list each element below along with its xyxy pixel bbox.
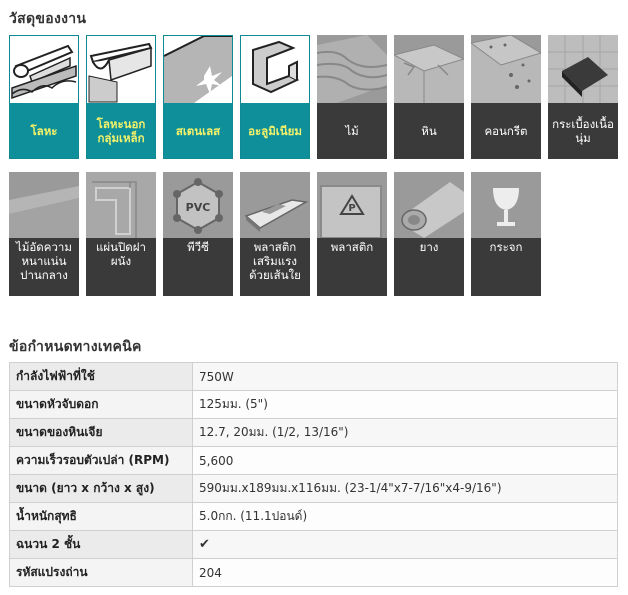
material-tile-glass[interactable]: [471, 172, 541, 296]
table-row: [10, 475, 618, 503]
table-row: [10, 419, 618, 447]
table-row: [10, 559, 618, 587]
material-tile-metal[interactable]: [9, 35, 79, 159]
material-label: ไม้: [317, 103, 387, 159]
spec-value: 590มม.x189มม.x116มม. (23-1/4"x7-7/16"x4-9/16"): [193, 475, 618, 503]
glass-icon: [471, 172, 541, 238]
soft-tile-icon: [548, 35, 618, 103]
plastic-recycle-icon: [317, 172, 387, 238]
material-tile-concrete[interactable]: [471, 35, 541, 159]
material-tile-pvc[interactable]: [163, 172, 233, 296]
material-tile-wall-panel[interactable]: [86, 172, 156, 296]
stainless-steel-icon: [164, 36, 232, 103]
material-label: กระจก: [471, 238, 541, 296]
material-label: อะลูมิเนียม: [241, 103, 309, 159]
material-label: สเตนเลส: [164, 103, 232, 159]
spec-value: 750W: [193, 363, 618, 391]
spec-label: ความเร็วรอบตัวเปล่า (RPM): [10, 447, 193, 475]
spec-value: 5.0กก. (11.1ปอนด์): [193, 503, 618, 531]
stone-icon: [394, 35, 464, 103]
table-row: [10, 531, 618, 559]
material-label: พลาสติก: [317, 238, 387, 296]
material-label: โลหะนอกกลุ่มเหล็ก: [87, 103, 155, 159]
svg-text:P: P: [348, 203, 356, 214]
spec-value: 125มม. (5"): [193, 391, 618, 419]
material-tile-stone[interactable]: [394, 35, 464, 159]
svg-text:PVC: PVC: [185, 201, 211, 214]
metal-pipe-icon: [10, 36, 78, 103]
material-tile-plastic[interactable]: [317, 172, 387, 296]
table-row: [10, 503, 618, 531]
mdf-board-icon: [9, 172, 79, 238]
wood-icon: [317, 35, 387, 103]
material-tile-aluminium[interactable]: [240, 35, 310, 159]
material-label: พีวีซี: [163, 238, 233, 296]
material-label: ยาง: [394, 238, 464, 296]
spec-value: 5,600: [193, 447, 618, 475]
material-tile-mdf[interactable]: [9, 172, 79, 296]
material-tile-wood[interactable]: [317, 35, 387, 159]
rubber-roll-icon: [394, 172, 464, 238]
material-label: หิน: [394, 103, 464, 159]
material-label: กระเบื้องเนื้อนุ่ม: [548, 103, 618, 159]
table-row: [10, 363, 618, 391]
material-label: พลาสติกเสริมแรงด้วยเส้นใย: [240, 238, 310, 296]
material-label: คอนกรีต: [471, 103, 541, 159]
frp-boat-icon: [240, 172, 310, 238]
pvc-icon: [163, 172, 233, 238]
spec-label: น้ำหนักสุทธิ: [10, 503, 193, 531]
spec-label: ฉนวน 2 ชั้น: [10, 531, 193, 559]
spec-label: ขนาดของหินเจีย: [10, 419, 193, 447]
material-label: ไม้อัดความหนาแน่นปานกลาง: [9, 238, 79, 296]
material-label: แผ่นปิดฝาผนัง: [86, 238, 156, 296]
material-tile-rubber[interactable]: [394, 172, 464, 296]
spec-label: กำลังไฟฟ้าที่ใช้: [10, 363, 193, 391]
specs-table: [9, 362, 618, 587]
material-tile-frp[interactable]: [240, 172, 310, 296]
table-row: [10, 391, 618, 419]
table-row: [10, 447, 618, 475]
spec-label: รหัสแปรงถ่าน: [10, 559, 193, 587]
check-icon: ✔: [193, 531, 618, 559]
specs-heading: ข้อกำหนดทางเทคนิค: [9, 339, 142, 355]
materials-heading: วัสดุของงาน: [9, 11, 87, 27]
concrete-icon: [471, 35, 541, 103]
material-label: โลหะ: [10, 103, 78, 159]
material-tile-non-ferrous[interactable]: [86, 35, 156, 159]
material-tile-soft-tile[interactable]: [548, 35, 618, 159]
spec-label: ขนาดหัวจับดอก: [10, 391, 193, 419]
spec-label: ขนาด (ยาว x กว้าง x สูง): [10, 475, 193, 503]
spec-value: 204: [193, 559, 618, 587]
aluminium-profile-icon: [241, 36, 309, 103]
wall-panel-icon: [86, 172, 156, 238]
material-tile-stainless[interactable]: [163, 35, 233, 159]
spec-value: 12.7, 20มม. (1/2, 13/16"): [193, 419, 618, 447]
non-ferrous-metal-icon: [87, 36, 155, 103]
